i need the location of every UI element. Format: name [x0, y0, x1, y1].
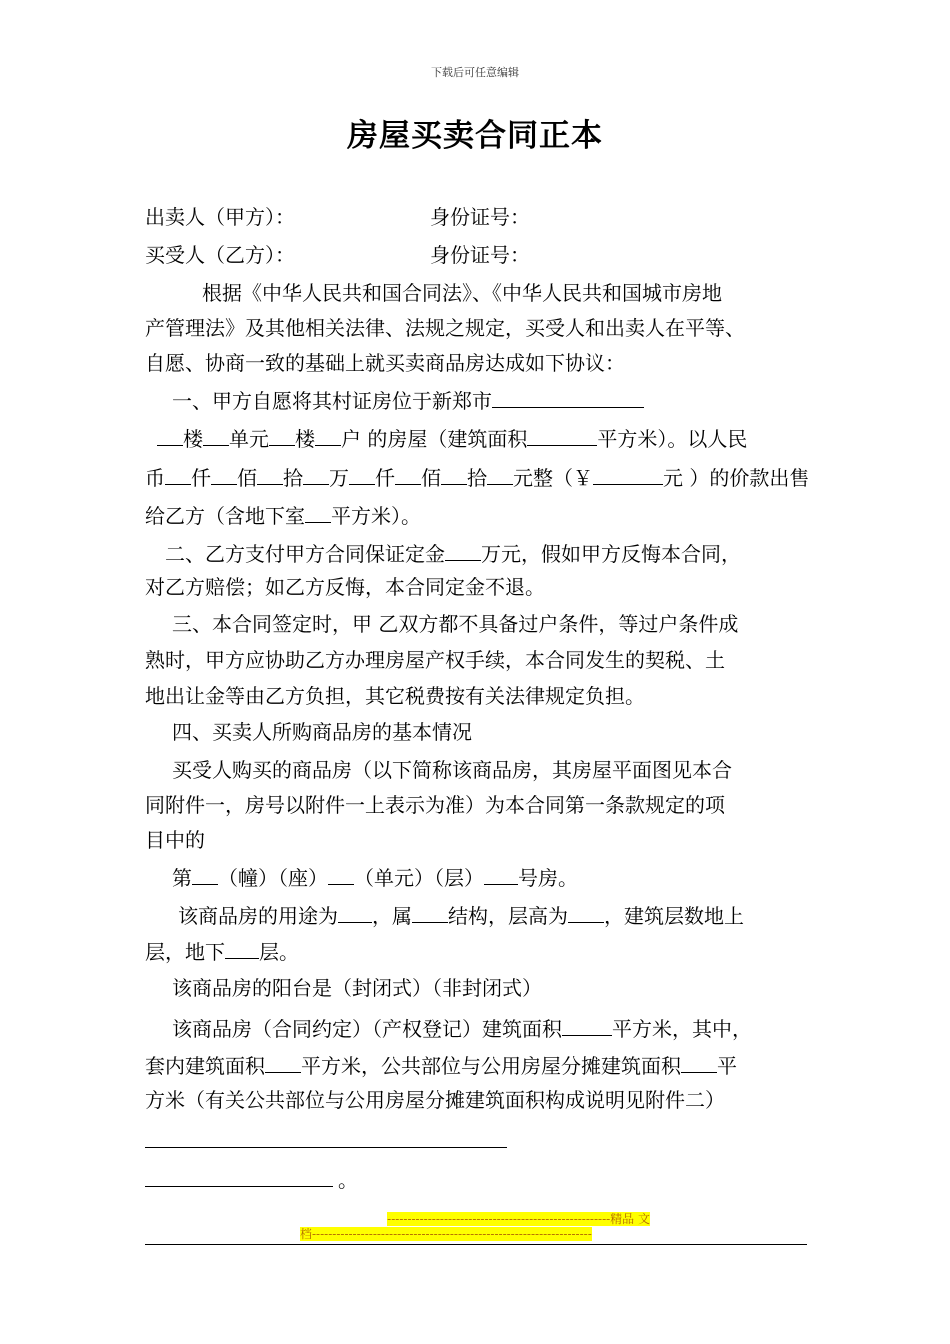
label-price-tail: 元 ）的价款出售 — [663, 466, 810, 490]
intro-line-1: 根据《中华人民共和国合同法》、《中华人民共和国城市房地 — [202, 281, 722, 305]
label-bai-1: 佰 — [237, 466, 257, 490]
blank-usage[interactable] — [338, 902, 372, 923]
label-shared-area: 平方米，公共部位与公用房屋分摊建筑面积 — [301, 1054, 681, 1078]
label-shi-1: 拾 — [283, 466, 303, 490]
label-unit-floor: （单元）（层） — [354, 866, 484, 890]
label-currency: 币 — [145, 466, 165, 490]
clause1-line-3 — [145, 464, 809, 490]
blank-digit-3[interactable] — [257, 464, 283, 485]
footer-rule — [145, 1244, 807, 1245]
blank-digit-7[interactable] — [441, 464, 467, 485]
blank-floor[interactable] — [269, 425, 295, 446]
clause1-line-4 — [145, 502, 421, 528]
blank-digit-1[interactable] — [165, 464, 191, 485]
label-height: 结构，层高为 — [448, 904, 568, 928]
label-area: 平方米）。以人民 — [597, 427, 748, 451]
buyer-id-label: 身份证号： — [430, 243, 530, 267]
clause4-p1-line-1: 买受人购买的商品房（以下简称该商品房，其房屋平面图见本合 — [172, 758, 732, 782]
clause1-text: 一、甲方自愿将其村证房位于新郑市 — [172, 389, 492, 413]
clause4-p1-line-3: 目中的 — [145, 828, 205, 852]
blank-digit-4[interactable] — [303, 464, 329, 485]
clause2-line-2: 对乙方赔偿；如乙方反悔，本合同定金不退。 — [145, 575, 545, 599]
clause1-line-1 — [172, 387, 644, 413]
label-unit: 单元 — [229, 427, 269, 451]
clause4-area-line-3: 方米（有关公共部位与公用房屋分摊建筑面积构成说明见附件二） — [145, 1088, 725, 1112]
seller-label: 出卖人（甲方）： — [145, 205, 295, 229]
blank-location[interactable] — [492, 387, 644, 408]
label-floors-end: 层。 — [259, 940, 299, 964]
label-built-area: 该商品房（合同约定）（产权登记）建筑面积 — [172, 1017, 562, 1041]
seller-id-label: 身份证号： — [430, 205, 530, 229]
footer-watermark — [300, 1212, 650, 1242]
clause4-usage-line — [178, 902, 744, 928]
header-note: 下载后可任意编辑 — [431, 66, 519, 79]
blank-floors-below[interactable] — [225, 938, 259, 959]
clause3-line-3: 地出让金等由乙方负担，其它税费按有关法律规定负担。 — [145, 684, 645, 708]
clause4-balcony-line: 该商品房的阳台是（封闭式）（非封闭式） — [172, 976, 542, 1000]
label-floors-above: ，建筑层数地上 — [604, 904, 744, 928]
clause4-area-line-1 — [172, 1015, 752, 1041]
blank-unit-no[interactable] — [328, 864, 354, 885]
blank-basement-area[interactable] — [305, 502, 331, 523]
label-ping: 平 — [717, 1054, 737, 1078]
label-basement: 给乙方（含地下室 — [145, 504, 305, 528]
label-structure: ，属 — [372, 904, 412, 928]
label-building: 楼 — [183, 427, 203, 451]
blank-digit-8[interactable] — [487, 464, 513, 485]
label-bai-2: 佰 — [421, 466, 441, 490]
fill-in-line-1[interactable] — [145, 1147, 507, 1148]
closing-period: 。 — [338, 1168, 358, 1192]
intro-line-3: 自愿、协商一致的基础上就买卖商品房达成如下协议： — [145, 351, 625, 375]
label-inner-area: 套内建筑面积 — [145, 1054, 265, 1078]
label-usage: 该商品房的用途为 — [178, 904, 338, 928]
fill-in-line-2[interactable] — [145, 1186, 333, 1187]
buyer-line — [145, 243, 295, 267]
blank-inner-area[interactable] — [265, 1052, 301, 1073]
label-di: 第 — [172, 866, 192, 890]
clause2-text-a: 二、乙方支付甲方合同保证定金 — [165, 542, 445, 566]
label-qian-2: 仟 — [375, 466, 395, 490]
blank-built-area[interactable] — [562, 1015, 612, 1036]
clause2-text-b: 万元，假如甲方反悔本合同， — [481, 542, 741, 566]
blank-digit-5[interactable] — [349, 464, 375, 485]
label-household: 户 的房屋（建筑面积 — [341, 427, 528, 451]
blank-digit-2[interactable] — [211, 464, 237, 485]
clause1-line-2 — [145, 425, 747, 451]
label-qian-1: 仟 — [191, 466, 211, 490]
seller-line — [145, 205, 295, 229]
blank-building-no[interactable] — [192, 864, 218, 885]
blank-shared-area[interactable] — [681, 1052, 717, 1073]
buyer-label: 买受人（乙方）： — [145, 243, 295, 267]
clause3-line-1: 三、本合同签定时，甲 乙双方都不具备过户条件，等过户条件成 — [172, 612, 739, 636]
blank-deposit[interactable] — [445, 540, 481, 561]
label-floors-unit: 层，地下 — [145, 940, 225, 964]
footer-line-1: -------------------------------------------------------精品 文 — [387, 1212, 650, 1226]
label-building-block: （幢）（座） — [218, 866, 328, 890]
blank-unit[interactable] — [203, 425, 229, 446]
blank-structure[interactable] — [412, 902, 448, 923]
blank-area[interactable] — [527, 425, 597, 446]
clause4-title: 四、买卖人所购商品房的基本情况 — [172, 720, 472, 744]
intro-line-2: 产管理法》及其他相关法律、法规之规定，买受人和出卖人在平等、 — [145, 316, 745, 340]
clause4-floors-line — [145, 938, 299, 964]
document-title: 房屋买卖合同正本 — [347, 118, 603, 154]
clause2-line-1 — [165, 540, 741, 566]
blank-building[interactable] — [157, 425, 183, 446]
clause4-area-line-2 — [145, 1052, 737, 1078]
clause3-line-2: 熟时，甲方应协助乙方办理房屋产权手续，本合同发生的契税、土 — [145, 648, 725, 672]
clause4-p1-line-2: 同附件一，房号以附件一上表示为准）为本合同第一条款规定的项 — [145, 793, 725, 817]
label-basement-tail: 平方米）。 — [331, 504, 421, 528]
footer-line-2: 档--------------------------------------------------------------------- — [300, 1227, 592, 1241]
label-yuan-zheng: 元整（￥ — [513, 466, 593, 490]
label-room: 号房。 — [518, 866, 578, 890]
blank-height[interactable] — [568, 902, 604, 923]
blank-household[interactable] — [315, 425, 341, 446]
clause4-room-line — [172, 864, 578, 890]
label-floor: 楼 — [295, 427, 315, 451]
label-shi-2: 拾 — [467, 466, 487, 490]
blank-room-no[interactable] — [484, 864, 518, 885]
label-wan: 万 — [329, 466, 349, 490]
blank-digit-6[interactable] — [395, 464, 421, 485]
blank-price[interactable] — [593, 464, 663, 485]
label-built-area-unit: 平方米，其中， — [612, 1017, 752, 1041]
